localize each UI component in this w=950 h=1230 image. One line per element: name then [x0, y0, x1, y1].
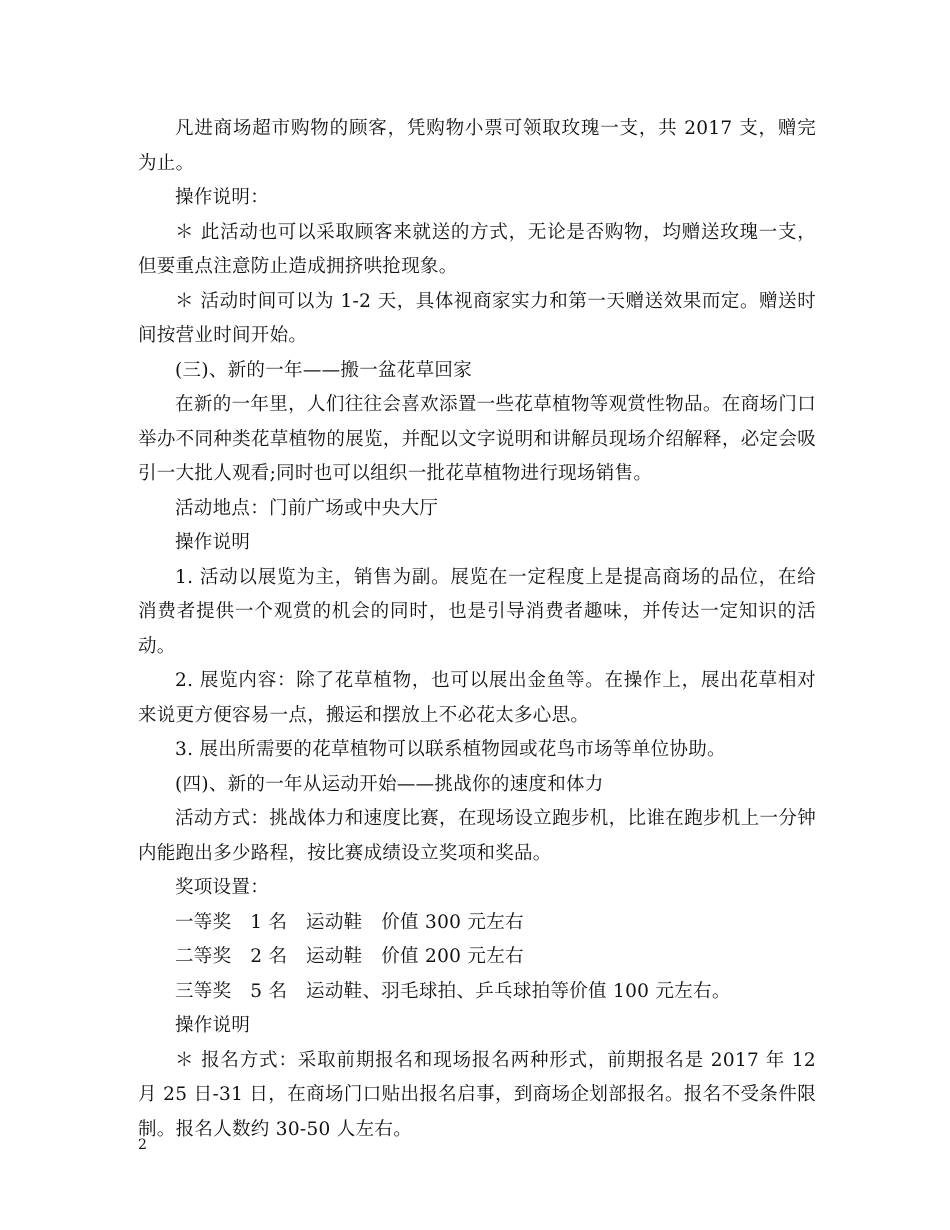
prize-second: 二等奖 2 名 运动鞋 价值 200 元左右: [175, 946, 524, 967]
paragraph-prize-heading: 奖项设置：: [175, 877, 270, 898]
list-item-2: 2. 展览内容：除了花草植物，也可以展出金鱼等。在操作上，展出花草相对来说更方便容易一点，搬运和摆放上不必花太多心思。: [138, 670, 816, 726]
prize-third: 三等奖 5 名 运动鞋、羽毛球拍、乒乓球拍等价值 100 元左右。: [175, 980, 731, 1002]
section-heading-four: (四)、新的一年从运动开始——挑战你的速度和体力: [175, 773, 604, 795]
paragraph-location: 活动地点：门前广场或中央大厅: [175, 497, 439, 519]
paragraph-note-duration: ＊ 活动时间可以为 1-2 天，具体视商家实力和第一天赠送效果而定。赠送时间按营业时间开始。: [138, 290, 816, 346]
paragraph-activity-method: 活动方式：挑战体力和速度比赛，在现场设立跑步机，比谁在跑步机上一分钟内能跑出多少路程，按比赛成绩设立奖项和奖品。: [138, 808, 816, 864]
prize-first: 一等奖 1 名 运动鞋 价值 300 元左右: [175, 911, 524, 933]
paragraph-instructions-heading-3: 操作说明: [175, 1015, 251, 1036]
list-item-3: 3. 展出所需要的花草植物可以联系植物园或花鸟市场等单位协助。: [175, 739, 726, 760]
paragraph-note-free-gift: ＊ 此活动也可以采取顾客来就送的方式，无论是否购物，均赠送玫瑰一支，但要重点注意防止造成拥挤哄抢现象。: [138, 221, 816, 277]
paragraph-plant-exhibition: 在新的一年里，人们往往会喜欢添置一些花草植物等观赏性物品。在商场门口举办不同种类花草植物的展览，并配以文字说明和讲解员现场介绍解释，必定会吸引一大批人观看;同时也可以组织一批花草植物进行现场销售。: [138, 394, 816, 484]
paragraph-instructions-heading-2: 操作说明: [175, 532, 251, 553]
page-body: [138, 112, 816, 1147]
page-number: 2: [138, 1137, 147, 1153]
list-item-1: 1. 活动以展览为主，销售为副。展览在一定程度上是提高商场的品位，在给消费者提供一个观赏的机会的同时，也是引导消费者趣味，并传达一定知识的活动。: [138, 566, 816, 657]
section-heading-three: (三)、新的一年——搬一盆花草回家: [175, 359, 473, 381]
paragraph-rose-giveaway: 凡进商场超市购物的顾客，凭购物小票可领取玫瑰一支，共 2017 支，赠完为止。: [138, 118, 816, 174]
paragraph-registration: ＊ 报名方式：采取前期报名和现场报名两种形式，前期报名是 2017 年 12 月 25 日-31 日，在商场门口贴出报名启事，到商场企划部报名。报名不受条件限制。报名人数约 30-50 人左右。: [138, 1049, 816, 1140]
paragraph-instructions-heading: 操作说明：: [175, 187, 270, 208]
